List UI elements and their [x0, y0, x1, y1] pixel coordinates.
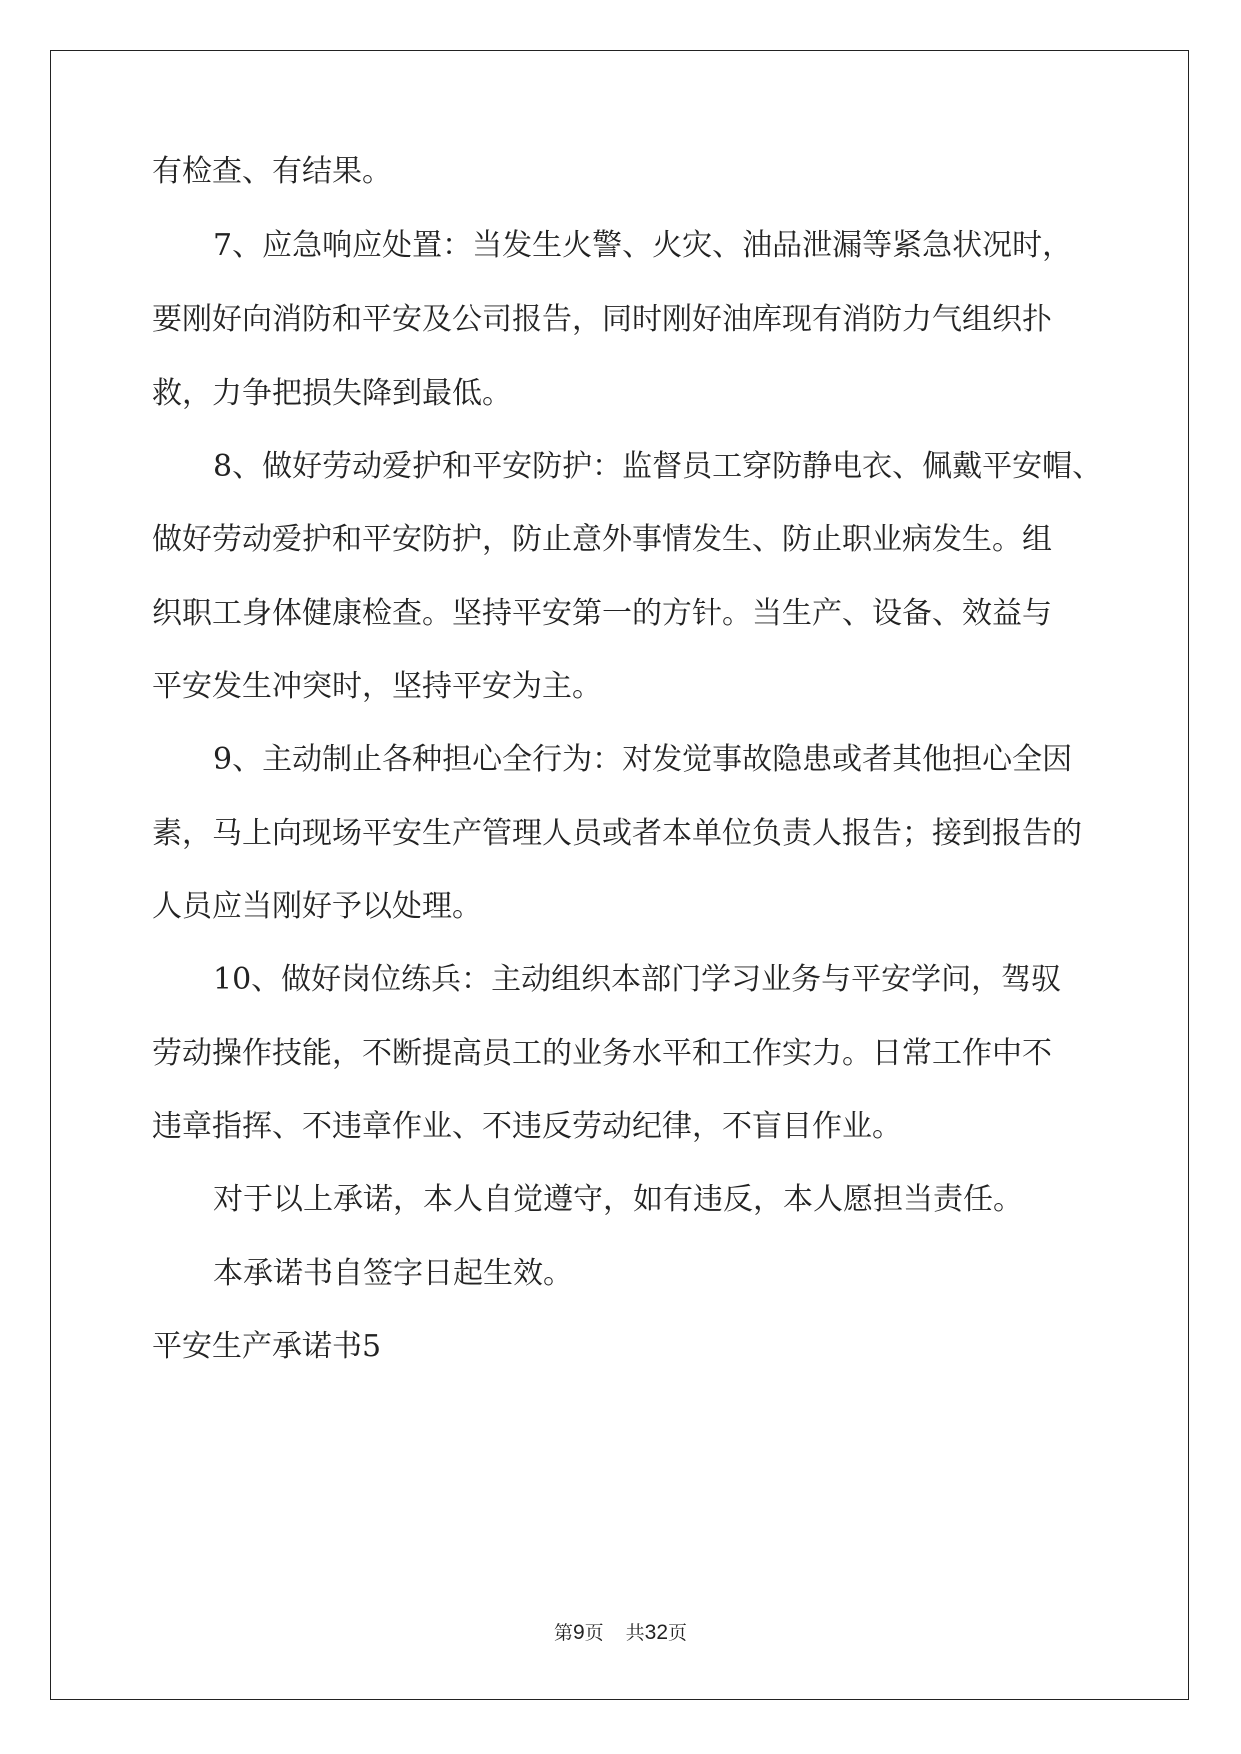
text-line: 有检查、有结果。 — [152, 154, 392, 189]
text-line: 对于以上承诺，本人自觉遵守，如有违反，本人愿担当责任。 — [213, 1182, 1023, 1217]
text-line: 8、做好劳动爱护和平安防护：监督员工穿防静电衣、佩戴平安帽、 — [213, 449, 1103, 484]
text-line: 10、做好岗位练兵：主动组织本部门学习业务与平安学问，驾驭 — [213, 962, 1062, 997]
page-suffix: 页 — [584, 1622, 604, 1644]
total-suffix: 页 — [668, 1622, 688, 1644]
text-line: 违章指挥、不违章作业、不违反劳动纪律，不盲目作业。 — [152, 1109, 902, 1144]
text-line: 人员应当刚好予以处理。 — [152, 889, 482, 924]
total-pages: 32 — [644, 1621, 669, 1644]
page-border — [50, 50, 1189, 1700]
text-line: 救，力争把损失降到最低。 — [152, 376, 512, 411]
page-number — [0, 1618, 1241, 1645]
page-prefix: 第 — [553, 1622, 573, 1644]
section-heading: 平安生产承诺书5 — [152, 1329, 382, 1364]
current-page: 9 — [572, 1621, 585, 1644]
text-line: 7、应急响应处置：当发生火警、火灾、油品泄漏等紧急状况时， — [213, 228, 1073, 263]
text-line: 做好劳动爱护和平安防护，防止意外事情发生、防止职业病发生。组 — [152, 522, 1052, 557]
text-line: 要刚好向消防和平安及公司报告，同时刚好油库现有消防力气组织扑 — [152, 302, 1052, 337]
text-line: 9、主动制止各种担心全行为：对发觉事故隐患或者其他担心全因 — [213, 742, 1073, 777]
text-line: 素，马上向现场平安生产管理人员或者本单位负责人报告；接到报告的 — [152, 816, 1082, 851]
text-line: 织职工身体健康检查。坚持平安第一的方针。当生产、设备、效益与 — [152, 596, 1052, 631]
text-line: 劳动操作技能，不断提高员工的业务水平和工作实力。日常工作中不 — [152, 1036, 1052, 1071]
text-line: 本承诺书自签字日起生效。 — [213, 1256, 573, 1291]
text-line: 平安发生冲突时，坚持平安为主。 — [152, 669, 602, 704]
total-prefix: 共 — [625, 1622, 645, 1644]
